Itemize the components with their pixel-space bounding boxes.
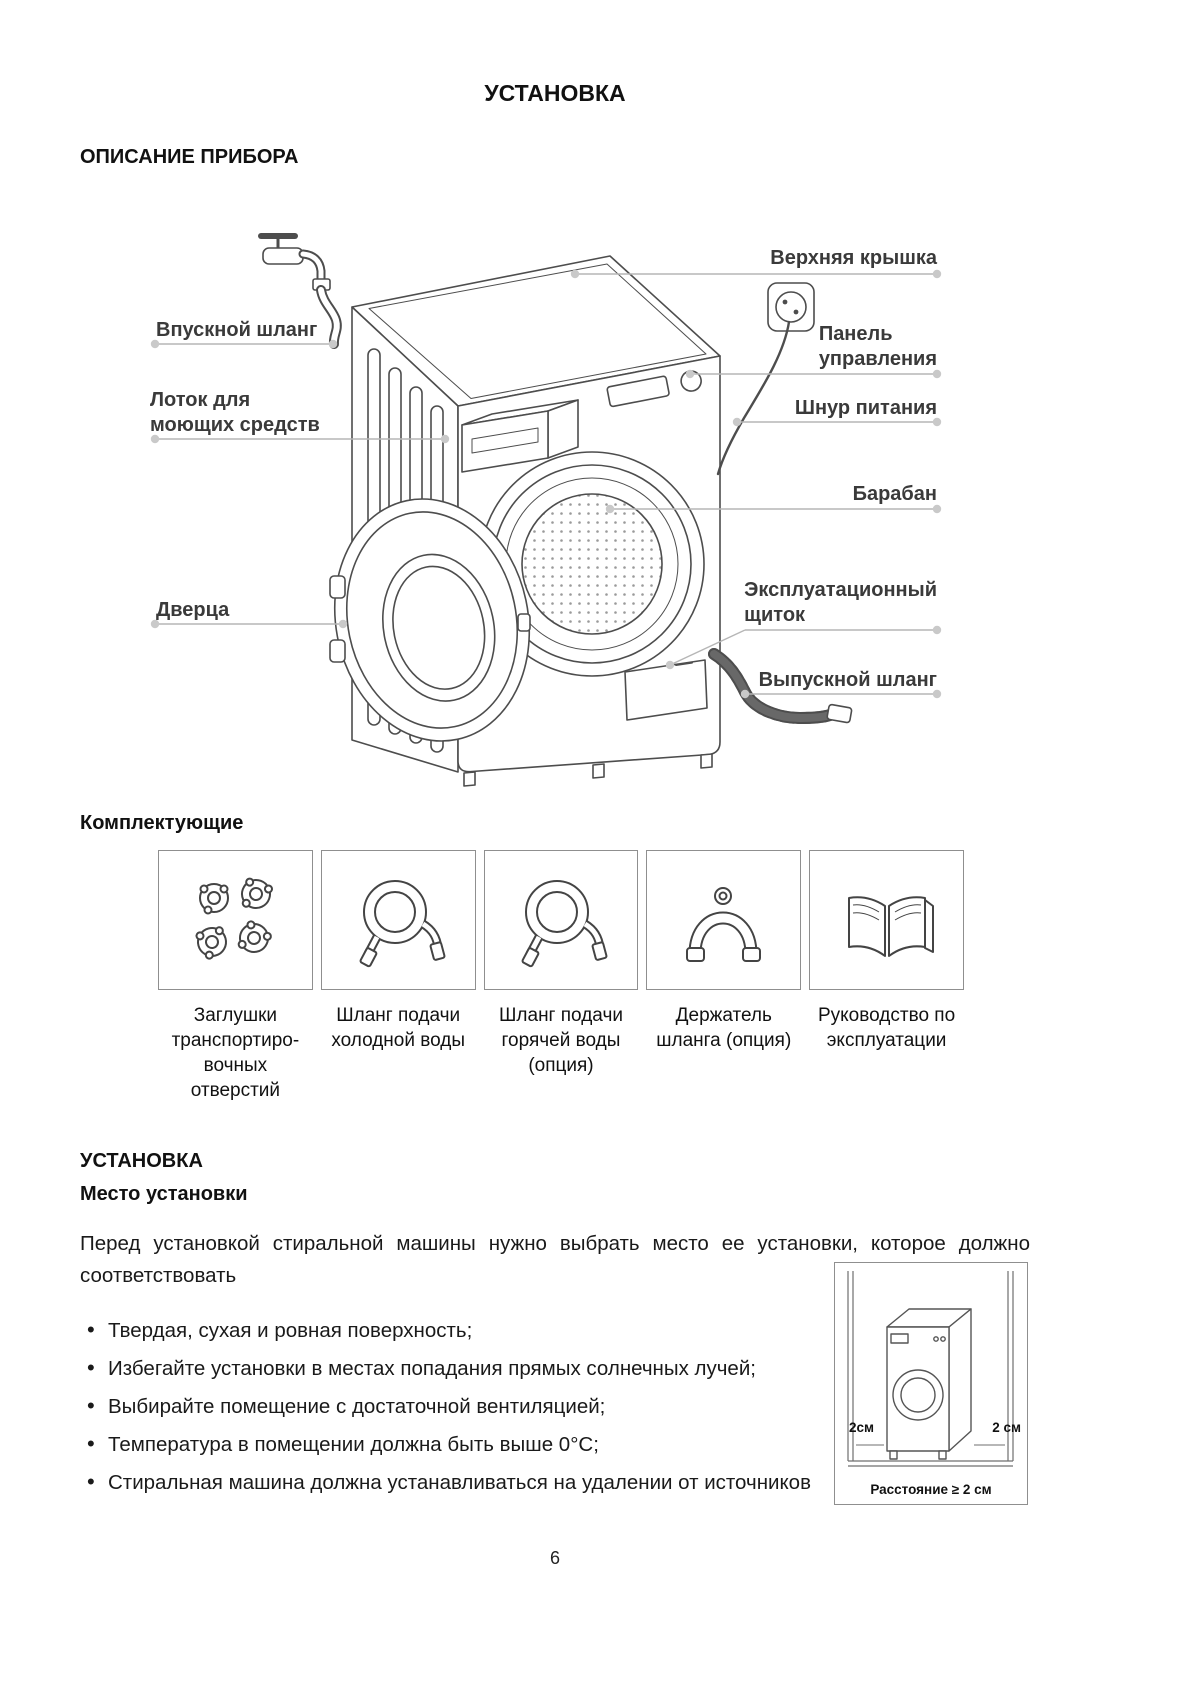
clearance-caption: Расстояние ≥ 2 см bbox=[870, 1482, 992, 1497]
label-top-cover: Верхняя крышка bbox=[770, 247, 937, 269]
hose-holder-icon bbox=[666, 868, 781, 973]
label-line: Лоток для bbox=[150, 389, 251, 411]
installation-section bbox=[80, 1150, 1030, 1508]
list-item: • Избегайте установки в местах попадания прямых солнечных лучей; bbox=[80, 1356, 825, 1382]
machine-body bbox=[261, 236, 852, 786]
label-power-cord: Шнур питания bbox=[794, 397, 937, 419]
list-item: • Стиральная машина должна устанавливаться на удалении от источников bbox=[80, 1470, 825, 1496]
label-door: Дверца bbox=[156, 599, 230, 621]
label-detergent-tray bbox=[150, 388, 320, 438]
label-line: управления bbox=[818, 348, 937, 370]
component-label: Шланг подачи холодной воды bbox=[331, 1005, 466, 1052]
clearance-diagram bbox=[834, 1262, 1028, 1505]
label-drum: Барабан bbox=[852, 483, 937, 505]
component-user-manual bbox=[809, 850, 964, 1103]
label-line: Панель bbox=[818, 323, 893, 345]
components-row bbox=[158, 850, 964, 1103]
label-line: моющих средств bbox=[150, 414, 320, 436]
installation-heading: УСТАНОВКА bbox=[80, 1150, 203, 1172]
label-inlet-hose: Впускной шланг bbox=[156, 319, 318, 341]
component-hose-holder bbox=[646, 850, 801, 1103]
list-item: • Выбирайте помещение с достаточной вентиляцией; bbox=[80, 1394, 825, 1420]
cold-water-hose-icon bbox=[341, 868, 456, 973]
label-outlet-hose: Выпускной шланг bbox=[758, 669, 937, 691]
transport-plugs-icon bbox=[178, 868, 293, 973]
page-number: 6 bbox=[549, 1548, 560, 1568]
clearance-illustration bbox=[835, 1263, 1026, 1506]
component-label: Шланг подачи горячей воды (опция) bbox=[499, 1005, 623, 1077]
clearance-left-label: 2см bbox=[849, 1420, 875, 1435]
component-label: Руководство по эксплуатации bbox=[817, 1005, 956, 1052]
clearance-right-label: 2 см bbox=[992, 1420, 1021, 1435]
component-label: Заглушки транспортиро-вочных отверстий bbox=[171, 1005, 300, 1102]
component-label: Держатель шланга (опция) bbox=[656, 1005, 792, 1052]
component-box bbox=[158, 850, 313, 990]
installation-intro: Перед установкой стиральной машины нужно выбрать место ее установки, которое должно соответствовать bbox=[80, 1232, 1030, 1287]
component-box bbox=[484, 850, 639, 990]
list-item: • Твердая, сухая и ровная поверхность; bbox=[80, 1318, 825, 1344]
component-transport-plugs bbox=[158, 850, 313, 1103]
label-control-panel bbox=[819, 322, 937, 372]
mini-washer-shape bbox=[887, 1309, 971, 1459]
component-box bbox=[321, 850, 476, 990]
component-hot-water-hose bbox=[484, 850, 639, 1103]
components-heading: Комплектующие bbox=[80, 812, 244, 834]
label-service-panel bbox=[744, 578, 937, 628]
page-title: УСТАНОВКА bbox=[484, 80, 626, 106]
component-box bbox=[646, 850, 801, 990]
user-manual-icon bbox=[829, 868, 944, 973]
washing-machine-illustration bbox=[80, 212, 1030, 804]
component-box bbox=[809, 850, 964, 990]
list-item: • Температура в помещении должна быть выше 0°C; bbox=[80, 1432, 825, 1458]
description-heading: ОПИСАНИЕ ПРИБОРА bbox=[80, 146, 299, 168]
hot-water-hose-icon bbox=[503, 868, 618, 973]
appliance-diagram bbox=[80, 212, 1030, 804]
power-cord-shape bbox=[718, 283, 814, 474]
label-line: Эксплуатационный bbox=[744, 579, 937, 601]
label-line: щиток bbox=[744, 604, 806, 626]
installation-subheading: Место установки bbox=[80, 1183, 248, 1205]
installation-requirements-list bbox=[80, 1318, 825, 1496]
component-cold-water-hose bbox=[321, 850, 476, 1103]
